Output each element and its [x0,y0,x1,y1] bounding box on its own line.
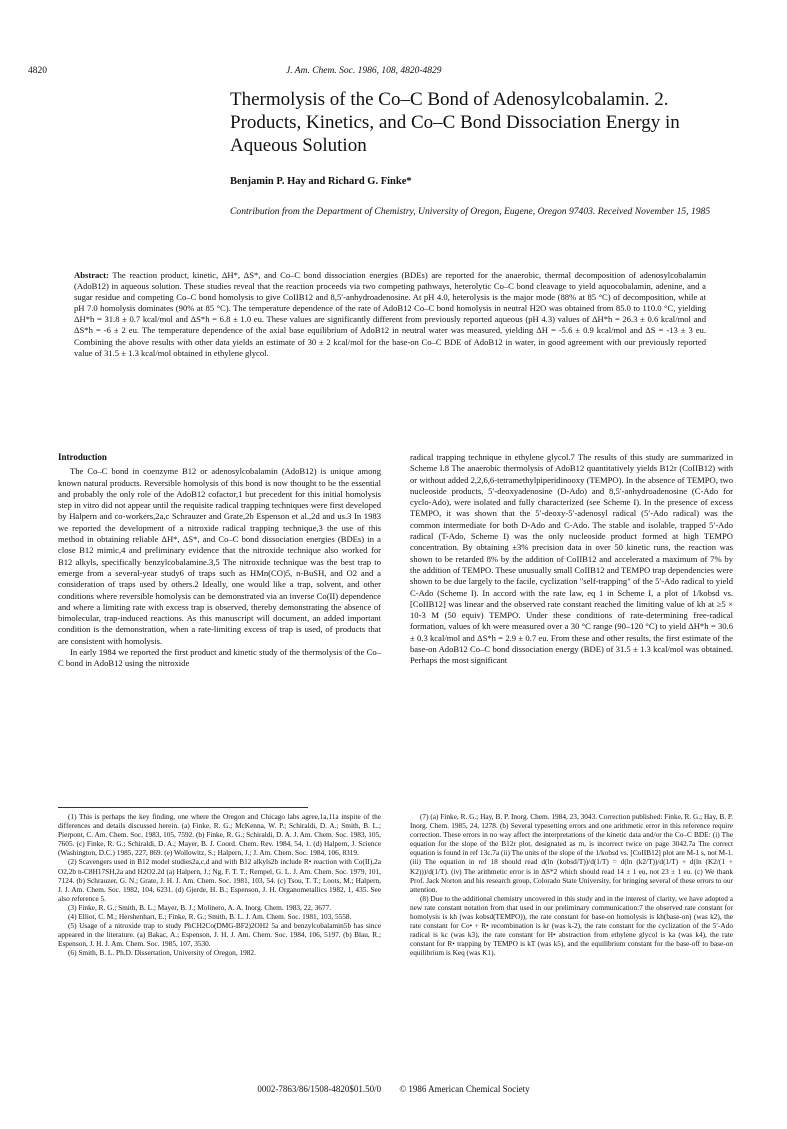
affiliation: Contribution from the Department of Chemistry, University of Oregon, Eugene, Oregon 97403. Received November 15, 1985 [230,206,711,217]
footnote-divider [58,807,308,808]
section-heading-introduction: Introduction [58,452,107,462]
abstract-text: The reaction product, kinetic, ΔH*, ΔS*, and Co–C bond dissociation energies (BDEs) are reported for the anaerobic, thermal decomposition of adenosylcobalamin (AdoB12) in aqueous solution. These studies reveal that the reaction proceeds via two competing pathways, heterolytic Co–C bond cleavage to yield aquocobalamin, adenine, and a sugar residue and competing Co–C bond homolysis to give CoIIB12 and 8,5′-anhydroadenosine. At pH 4.0, heterolysis is the major mode (88% at 85 °C) of decomposition, while at pH 7.0 homolysis dominates (90% at 85 °C). The temperature dependence of the rate of AdoB12 Co–C bond homolysis in neutral H2O was obtained from 85.0 to 110.0 °C, yielding ΔH*h = 31.8 ± 0.7 kcal/mol and ΔS*h = 6.8 ± 1.0 eu. These values are significantly different from previously reported aqueous (pH 4.3) values of ΔH*h = 26.3 ± 0.6 kcal/mol and ΔS*h = -6 ± 2 eu. The temperature dependence of the axial base equilibrium of AdoB12 in neutral water was measured, yielding ΔH = -5.6 ± 0.9 kcal/mol and ΔS = -13 ± 3 eu. Combining the above results with other data yields an estimate of 30 ± 2 kcal/mol for the base-on Co–C BDE of AdoB12 in water, in good agreement with our previously reported value of 31.5 ± 1.3 kcal/mol obtained in ethylene glycol. [74,270,706,358]
copyright-notice: © 1986 American Chemical Society [399,1084,530,1094]
abstract [74,270,706,359]
footnotes-right [410,812,733,958]
footnote: (4) Elliot, C. M.; Hershenhart, E.; Finke, R. G.; Smith, B. L. J. Am. Chem. Soc. 1981, 103, 5558. [68,912,352,922]
footnote: (1) This is perhaps the key finding, one where the Oregon and Chicago labs agree,1a,11a inspite of the differences and details discussed herein. (a) Finke, R. G.; McKenna, W. P.; Schiraldi, D. A.; Smith, B. L.; Pierpont, C. Am. Chem. Soc. 1983, 105, 7592. (b) Finke, R. G.; Schiraldi, D. A. J. Am. Chem. Soc. 1983, 105, 7605. (c) Finke, R. G.; Schiraldi, D. A.; Mayer, B. J. Coord. Chem. Rev. 1984, 54, 1. (d) Halpern, J. Science (Washington, D.C.) 1985, 227, 869. (e) Wollowitz, S.; Halpern, J.; J. Am. Chem. Soc. 1984, 106, 8319. [58,812,381,858]
article-code: 0002-7863/86/1508-4820$01.50/0 [257,1084,382,1094]
right-column [410,452,733,667]
footnote: (8) Due to the additional chemistry uncovered in this study and in the interest of clarity, we have adopted a new rate constant notation from that used in our preliminary communication:7 the observed rate constant for homolysis is kh (was kobsd(TEMPO)), the rate constant for base-on homolysis is kh(base-on) (was k2), the rate constant for Co• + R• recombination is kr (was k-2), the rate constant for the cyclization of the 5′-Ado radical is kc (was k3), the rate constant for H• abstraction from ethylene glycol is ka (was k4), the rate constant for R• trapping by TEMPO is kT (was k5), and the equilibrium constant for the base-off to base-on equilibrium is Keq (was K1). [410,893,733,958]
paragraph: radical trapping technique in ethylene glycol.7 The results of this study are summarized in Scheme I.8 The anaerobic thermolysis of AdoB12 quantitatively yields B12r (CoIIB12) with or without added 2,2,6,6-tetramethylpiperidinooxy (TEMPO). In the absence of TEMPO, two nucleoside products, 5′-deoxyadenosine (D-Ado) and 8,5′-anhydroadenosine (C-Ado for cyclo-Ado), were isolated and fully characterized (see Scheme I). In the presence of excess TEMPO, it was shown that the 5′-deoxy-5′-adenosyl radical (5′-Ado radical) was the common intermediate for both D-Ado and C-Ado. The stable and isolable, trapped 5′-Ado radical (T-Ado, Scheme I) was the only nucleoside product formed at high TEMPO concentration. By obtaining ±3% precision data in over 50 kinetic runs, the reaction was shown to be retarded 8% by the addition of CoIIB12 and accelerated a maximum of 7% by the addition of TEMPO. These unusually small CoIIB12 and TEMPO trap dependencies were shown to be due largely to the facile, cyclization "self-trapping" of the 5′-Ado radical to yield C-Ado (Scheme I). In accord with the rate law, eq 1 in Scheme I, a plot of 1/kobsd vs. [CoIIB12] was linear and the observed rate constant reached the limiting value of kh at ≥5 × 10-3 M (50 equiv) TEMPO. Under these conditions of rate-determining free-radical formation, values of kh were measured over a 30 °C range (90–120 °C) to yield ΔH*h = 30.6 ± 0.3 kcal/mol and ΔS*h = 2.9 ± 0.7 eu. From these and other results, the first estimate of the base-on AdoB12 Co–C bond dissociation energy (BDE) of 31.5 ± 1.3 kcal/mol was obtained. Perhaps the most significant [410,452,733,666]
author-list: Benjamin P. Hay and Richard G. Finke* [230,176,412,187]
footnote: (7) (a) Finke, R. G.; Hay, B. P. Inorg. Chem. 1984, 23, 3043. Correction published: Finke, R. G.; Hay, B. P. Inorg. Chem. 1985, 24, 1278. (b) Several typesetting errors and one arithmetic error in this reference require correction. These errors in no way affect the interpretations of the kinetic data and/or the Co–C BDE: (i) The equation for the slope of the B12r plot, designated as m, is incorrect twice on page 3042.7a The correct equation is found in ref 13c.7a (ii) The units of the slope of the 1/kobsd vs. [CoIIB12] plot are M-1 s, not M-1. (iii) The equation in ref 18 should read d(ln (kobsd/T))/d(1/T) = d(ln (k2/T))/d(1/T) + d(ln (K2/(1 + K2)))/d(1/T). (iv) The arithmetic error is in ΔS*2 which should read 14 ± 1 eu, not 23 ± 1 eu. (c) We thank Prof. Jack Norton and his research group, Colorado State University, for bringing several of these errors to our attention. [410,812,733,894]
footnote: (2) Scavengers used in B12 model studies2a,c,d and with B12 alkyls2b include R• reaction with Co(II),2a O2,2b n-C8H17SH,2a and H2O2.2d (a) Halpern, J.; Ng, F. T. T.; Rempel, G. L. J. Am. Chem. Soc. 1979, 101, 7124. (b) Schrauzer, G. N.; Grate, J. H. J. Am. Chem. Soc. 1981, 103, 54. (c) Tsou, T. T.; Loots, M.; Halpern, J. J. Am. Chem. Soc. 1982, 104, 6231. (d) Gjerde, H. B.; Espenson, J. H. Organometallics 1982, 1, 435. See also reference 5. [58,857,381,903]
page-number: 4820 [28,66,47,76]
paragraph: In early 1984 we reported the first product and kinetic study of the thermolysis of the Co–C bond in AdoB12 using the nitroxide [58,647,381,669]
article-title: Thermolysis of the Co–C Bond of Adenosylcobalamin. 2. Products, Kinetics, and Co–C Bond Dissociation Energy in Aqueous Solution [230,89,680,156]
page-footer [0,1084,787,1094]
footnote: (5) Usage of a nitroxide trap to study PhCH2Co(DMG-BF2)2OH2 5a and benzylcobalamin5b has since appeared in the literature. (a) Bakac, A.; Espenson, J. H. J. Am. Chem. Soc. 1984, 106, 5197. (b) Blau, R.; Espenson, J. H. J. Am. Chem. Soc. 1985, 107, 3530. [58,921,381,949]
journal-citation: J. Am. Chem. Soc. 1986, 108, 4820-4829 [286,66,442,76]
footnote: (3) Finke, R. G.; Smith, B. L.; Mayer, B. J.; Molinero, A. A. Inorg. Chem. 1983, 22, 3677. [68,902,332,912]
footnotes-left [58,812,381,958]
footnote: (6) Smith, B. L. Ph.D. Dissertation, University of Oregon, 1982. [68,948,256,958]
paragraph: The Co–C bond in coenzyme B12 or adenosylcobalamin (AdoB12) is unique among known natural products. Reversible homolysis of this bond is now thought to be the essential and probably the only role of the AdoB12 cofactor,1 but precedent for this initial homolysis step in vitro did not appear until the requisite radical trapping techniques were first developed by Halpern and co-workers,2a,c Schrauzer and Grate,2b Espenson et al.,2d and us.3 In 1983 we reported the development of a nitroxide radical trapping technique,3 the use of this method in obtaining reliable ΔH*, ΔS*, and Co–C bond dissociation energies (BDEs) in a close B12 mimic,4 and preliminary evidence that the nitroxide technique also worked for B12 alkyls, specifically benzylcobalamine.3,5 The nitroxide technique was the best trap to emerge from a several-year study6 of traps such as HMn(CO)5, n-BuSH, and O2 and a consideration of traps used by others.2 Ideally, one would like a trap, solvent, and other conditions where reversible homolysis can be demonstrated via an inverse Co(II) dependence and where a limiting rate with excess trap is observed, thereby demonstrating the absence of bimolecular, trap-induced reactions. As this manuscript will document, an added important condition is the demonstration, when a rate-limiting excess of trap is used, of products that are consistent with homolysis. [58,466,381,646]
left-column [58,452,381,670]
abstract-label: Abstract: [74,270,109,280]
